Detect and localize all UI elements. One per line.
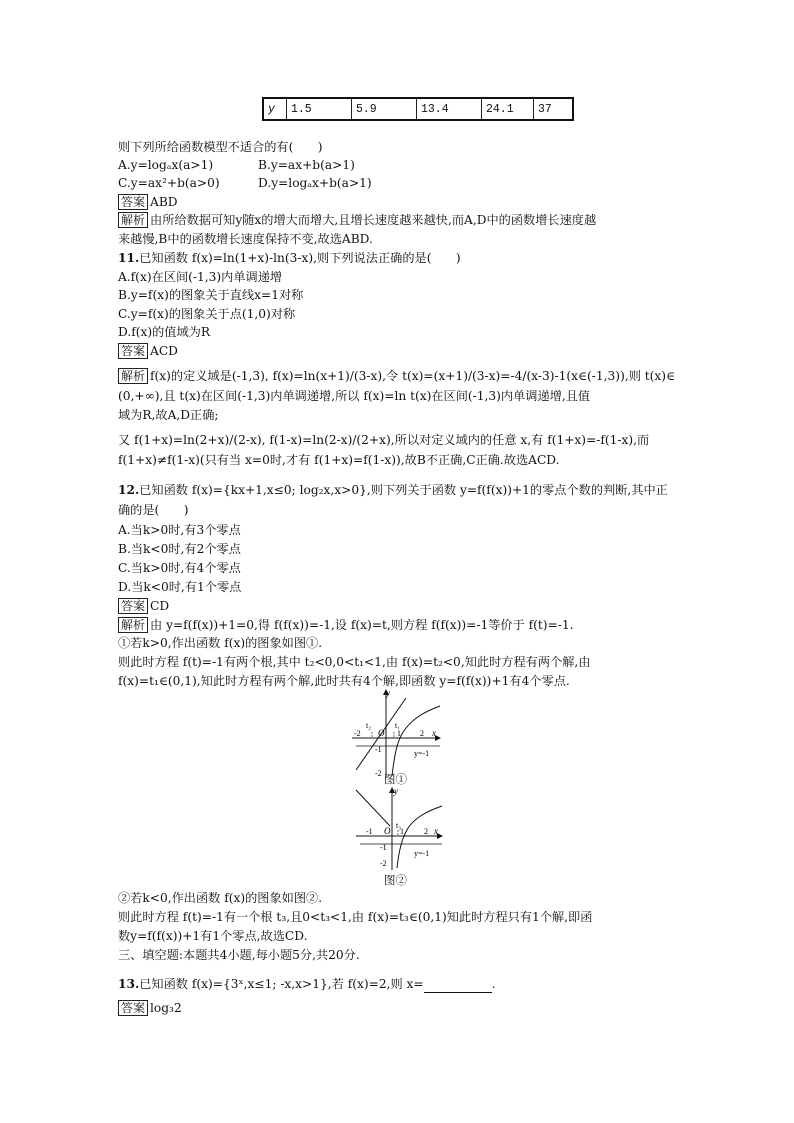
q12-analysis-line: ②若k<0,作出函数 f(x)的图象如图②. — [118, 891, 323, 905]
question-number: 11. — [118, 251, 140, 265]
tick-label: -1 — [366, 827, 373, 836]
table-cell: 24.1 — [482, 98, 534, 120]
tick-label: 2 — [424, 827, 428, 836]
answer-tag: 答案 — [118, 343, 148, 359]
q13-stem — [118, 976, 495, 993]
origin-label: O — [384, 826, 391, 836]
q12-option-a: A.当k>0时,有3个零点 — [118, 523, 241, 537]
table-cell: y — [263, 98, 287, 120]
question-number: 13. — [118, 977, 140, 991]
question-number: 12. — [118, 483, 140, 497]
y-eq-label: y=-1 — [414, 849, 430, 858]
figure-2-caption: 图② — [384, 873, 407, 887]
tick-label: -2 — [375, 769, 382, 778]
q11-analysis-line: f(1+x)≠f(1-x)(只有当 x=0时,才有 f(1+x)=f(1-x)),故B不正确,C正确.故选ACD. — [118, 453, 560, 467]
q12-analysis-line: 数y=f(f(x))+1有1个零点,故选CD. — [118, 929, 308, 943]
answer-blank — [424, 980, 492, 993]
analysis-text: f(x)的定义域是(-1,3), f(x)=ln(x+1)/(3-x),令 t(x)=(x+1)/(3-x)=-4/(x-3)-1(x∈(-1,3)),则 t(x)∈ — [150, 369, 676, 383]
q12-analysis-line: ①若k>0,作出函数 f(x)的图象如图①. — [118, 636, 323, 650]
t2-label: t₂ — [366, 721, 372, 730]
question-text: 已知函数 f(x)={kx+1,x≤0; log₂x,x>0},则下列关于函数 y=f(f(x))+1的零点个数的判断,其中正 — [139, 483, 668, 497]
q12-analysis-line — [118, 617, 574, 634]
answer-text: ABD — [150, 195, 178, 209]
y-label: y — [386, 688, 390, 698]
q10-answer — [118, 194, 178, 211]
q13-answer — [118, 1000, 182, 1017]
figure-1-caption: 图① — [384, 772, 407, 786]
answer-tag: 答案 — [118, 194, 148, 210]
q11-option-d: D.f(x)的值域为R — [118, 325, 211, 339]
q10-option-c: C.y=ax²+b(a>0) — [118, 176, 220, 190]
origin-label: O — [378, 728, 385, 738]
q10-options-cd — [118, 175, 372, 192]
table-cell: 13.4 — [417, 98, 482, 120]
q12-option-b: B.当k<0时,有2个零点 — [118, 542, 241, 556]
log-branch — [397, 806, 442, 868]
tick-label: -1 — [375, 745, 382, 754]
section-heading: 三、填空题:本题共4小题,每小题5分,共20分. — [118, 948, 360, 962]
x-label: x — [432, 728, 436, 738]
q11-analysis-line: 域为R,故A,D正确; — [118, 408, 219, 422]
q12-answer — [118, 598, 169, 615]
q12-stem-continued: 确的是( ) — [118, 503, 189, 517]
analysis-text: 由 y=f(f(x))+1=0,得 f(f(x))=-1,设 f(x)=t,则方程 f(f(x))=-1等价于 f(t)=-1. — [150, 618, 574, 632]
q10-analysis-line: 来越慢,B中的函数增长速度保持不变,故选ABD. — [118, 232, 373, 246]
q10-stem: 则下列所给函数模型不适合的有( ) — [118, 140, 323, 154]
q10-option-b: B.y=ax+b(a>1) — [258, 158, 355, 172]
question-text: 已知函数 f(x)=ln(1+x)-ln(3-x),则下列说法正确的是( ) — [139, 251, 461, 265]
table-cell: 1.5 — [287, 98, 352, 120]
tick-label: -1 — [380, 843, 387, 852]
analysis-tag: 解析 — [118, 368, 148, 384]
q11-option-c: C.y=f(x)的图象关于点(1,0)对称 — [118, 307, 296, 321]
t3-label: t₃ — [396, 821, 402, 830]
q12-stem — [118, 482, 668, 499]
q11-stem — [118, 250, 461, 267]
q11-answer — [118, 343, 178, 360]
q11-option-a: A.f(x)在区间(-1,3)内单调递增 — [118, 270, 283, 284]
punctuation: . — [491, 977, 496, 991]
table-cell: 37 — [534, 98, 574, 120]
log-branch — [392, 706, 440, 776]
q10-analysis-line — [118, 212, 596, 229]
tick-label: 2 — [420, 729, 424, 738]
line-branch — [356, 790, 390, 826]
table-cell: 5.9 — [352, 98, 417, 120]
x-label: x — [434, 826, 438, 836]
q10-option-d: D.y=logₐx+b(a>1) — [258, 176, 372, 190]
y-label: y — [394, 786, 398, 796]
q10-option-a: A.y=logₐx(a>1) — [118, 158, 214, 172]
y-eq-label: y=-1 — [414, 749, 430, 758]
tick-label: 1 — [400, 827, 404, 836]
analysis-tag: 解析 — [118, 212, 148, 228]
analysis-text: 由所给数据可知y随x的增大而增大,且增长速度越来越快,而A,D中的函数增长速度越 — [150, 213, 597, 227]
table-row — [263, 98, 573, 120]
q11-option-b: B.y=f(x)的图象关于直线x=1对称 — [118, 288, 304, 302]
answer-text: log₃2 — [150, 1001, 182, 1015]
tick-label: -2 — [380, 859, 387, 868]
q12-analysis-line: 则此时方程 f(t)=-1有两个根,其中 t₂<0,0<t₁<1,由 f(x)=t₂<0,知此时方程有两个解,由 — [118, 655, 591, 669]
answer-tag: 答案 — [118, 1000, 148, 1016]
q12-analysis-line: f(x)=t₁∈(0,1),知此时方程有两个解,此时共有4个解,即函数 y=f(f(x))+1有4个零点. — [118, 674, 570, 688]
answer-text: ACD — [150, 344, 178, 358]
tick-label: 1 — [397, 729, 401, 738]
question-text: 已知函数 f(x)={3ˣ,x≤1; -x,x>1},若 f(x)=2,则 x= — [139, 977, 424, 991]
q11-analysis-line — [118, 368, 675, 385]
q11-analysis-line: (0,+∞),且 t(x)在区间(-1,3)内单调递增,所以 f(x)=ln t(x)在区间(-1,3)内单调递增,且值 — [118, 389, 591, 403]
q12-option-d: D.当k<0时,有1个零点 — [118, 580, 242, 594]
q10-options-ab — [118, 157, 355, 174]
q11-analysis-line: 又 f(1+x)=ln(2+x)/(2-x), f(1-x)=ln(2-x)/(2+x),所以对定义域内的任意 x,有 f(1+x)=-f(1-x),而 — [118, 433, 650, 447]
figure-1 — [348, 688, 448, 780]
figure-2 — [352, 786, 448, 872]
analysis-tag: 解析 — [118, 617, 148, 633]
data-table — [262, 97, 574, 121]
t1-label: t₁ — [395, 721, 401, 730]
tick-label: -2 — [354, 729, 361, 738]
answer-tag: 答案 — [118, 598, 148, 614]
q12-option-c: C.当k>0时,有4个零点 — [118, 561, 241, 575]
answer-text: CD — [150, 599, 170, 613]
q12-analysis-line: 则此时方程 f(t)=-1有一个根 t₃,且0<t₃<1,由 f(x)=t₃∈(0,1)知此时方程只有1个解,即函 — [118, 910, 593, 924]
